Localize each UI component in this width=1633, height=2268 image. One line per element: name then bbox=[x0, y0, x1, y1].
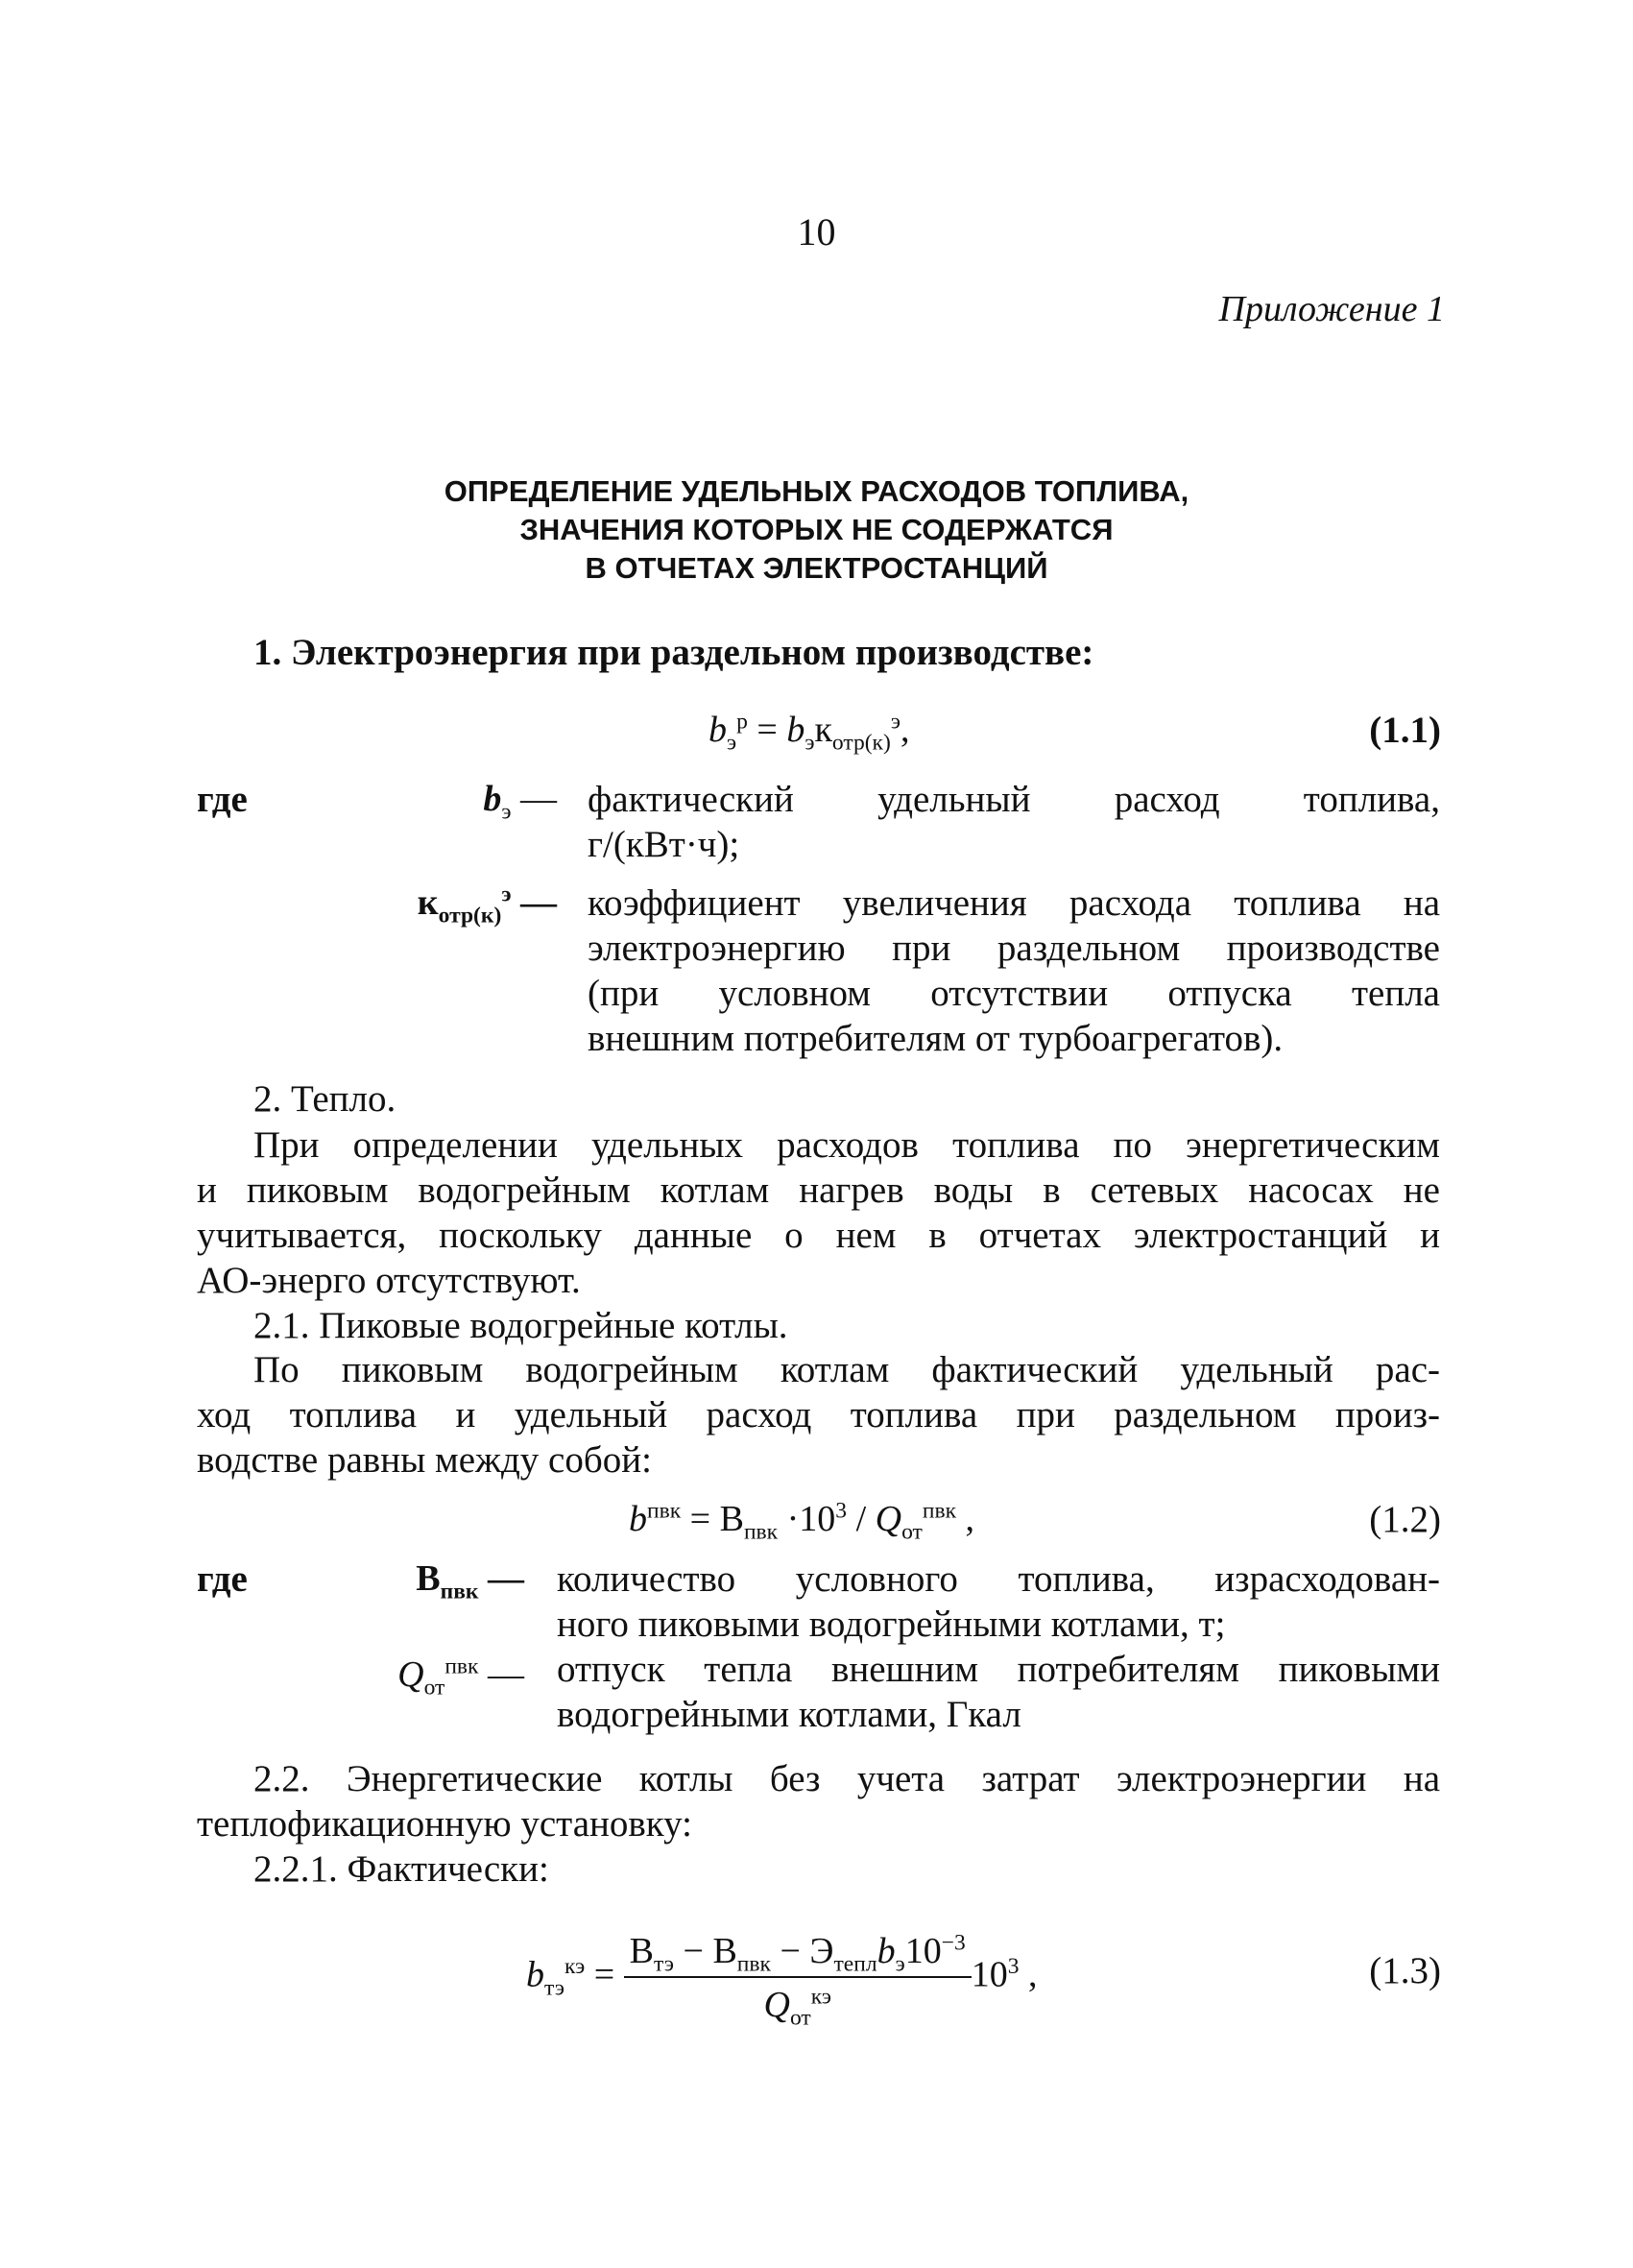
subsection-2-1-line-1: По пиковым водогрейным котлам фактический удельный рас- bbox=[253, 1349, 1440, 1390]
def-2-line-1: коэффициент увеличения расхода топлива на bbox=[588, 882, 1440, 924]
subsection-2-1: 2.1. Пиковые водогрейные котлы. bbox=[253, 1305, 788, 1346]
subsection-2-2-line-1: 2.2. Энергетические котлы без учета затрат электроэнергии на bbox=[253, 1758, 1440, 1799]
section-2-para-line-1: При определении удельных расходов топлива по энергетическим bbox=[253, 1124, 1440, 1166]
def-4-line-1: отпуск тепла внешним потребителям пиковыми bbox=[557, 1649, 1440, 1690]
formula-1-1-number: (1.1) bbox=[1369, 710, 1441, 751]
heading-line-1: ОПРЕДЕЛЕНИЕ УДЕЛЬНЫХ РАСХОДОВ ТОПЛИВА, bbox=[444, 474, 1189, 508]
where-label-1: где bbox=[197, 779, 248, 820]
symbol-k-otr: $к_{отр(к)}^э$ — bbox=[417, 881, 557, 929]
section-2-para-line-4: АО-энерго отсутствуют. bbox=[197, 1260, 581, 1301]
def-2-line-2: электроэнергию при раздельном производстве bbox=[588, 928, 1440, 969]
heading-line-2: ЗНАЧЕНИЯ КОТОРЫХ НЕ СОДЕРЖАТСЯ bbox=[519, 513, 1114, 546]
def-3-line-2: ного пиковыми водогрейными котлами, т; bbox=[557, 1604, 1226, 1645]
document-heading bbox=[0, 472, 1633, 588]
def-1-line-1: фактический удельный расход топлива, bbox=[588, 779, 1440, 820]
def-1-line-2: г/(кВт·ч); bbox=[588, 824, 740, 865]
subsection-2-2-1: 2.2.1. Фактически: bbox=[253, 1848, 549, 1890]
section-2-title: 2. Тепло. bbox=[253, 1078, 396, 1120]
formula-1-3-number: (1.3) bbox=[1369, 1950, 1441, 1991]
page-number: 10 bbox=[797, 210, 836, 253]
appendix-label: Приложение 1 bbox=[1218, 289, 1445, 329]
formula-1-3-fraction: $\frac{В_{тэ} - В_{пвк} - Э_{тепл}b_э10^{-3}}{Q_{от}^{кэ}}$ bbox=[624, 1930, 972, 2026]
formula-1-2-number: (1.2) bbox=[1369, 1499, 1441, 1540]
formula-1-3: $b_{тэ}^{кэ}$ = $\frac{В_{тэ} - В_{пвк} - Э_{тепл}b_э10^{-3}}{Q_{от}^{кэ}}$ $10^3$ , bbox=[526, 1930, 1038, 2031]
def-2-line-3: (при условном отсутствии отпуска тепла bbox=[588, 973, 1440, 1014]
symbol-q-pvk: $Q_{от}^{пвк}$ — bbox=[397, 1653, 524, 1701]
section-2-para-line-3: учитывается, поскольку данные о нем в отчетах электростанций и bbox=[197, 1215, 1440, 1256]
formula-1-1: $b_э^р = b_эк_{отр(к)}^э$, bbox=[708, 709, 910, 756]
subsection-2-1-line-3: водстве равны между собой: bbox=[197, 1439, 652, 1481]
symbol-b-e: $b_э$ — bbox=[483, 779, 557, 825]
heading-line-3: В ОТЧЕТАХ ЭЛЕКТРОСТАНЦИЙ bbox=[585, 551, 1048, 585]
subsection-2-2-line-2: теплофикационную установку: bbox=[197, 1803, 693, 1845]
subsection-2-1-line-2: ход топлива и удельный расход топлива при раздельном произ- bbox=[197, 1394, 1440, 1436]
where-label-2: где bbox=[197, 1558, 248, 1600]
formula-1-2: $b^{пвк} = В_{пвк} \cdot 10^3 / Q_{от}^{пвк}$ , bbox=[629, 1498, 975, 1545]
section-1-title: 1. Электроэнергия при раздельном производстве: bbox=[253, 632, 1094, 673]
def-3-line-1: количество условного топлива, израсходован- bbox=[557, 1558, 1440, 1600]
def-4-line-2: водогрейными котлами, Гкал bbox=[557, 1694, 1021, 1735]
section-2-para-line-2: и пиковым водогрейным котлам нагрев воды в сетевых насосах не bbox=[197, 1170, 1440, 1211]
symbol-b-pvk: $В_{пвк}$ — bbox=[416, 1558, 524, 1604]
def-2-line-4: внешним потребителям от турбоагрегатов). bbox=[588, 1018, 1284, 1059]
